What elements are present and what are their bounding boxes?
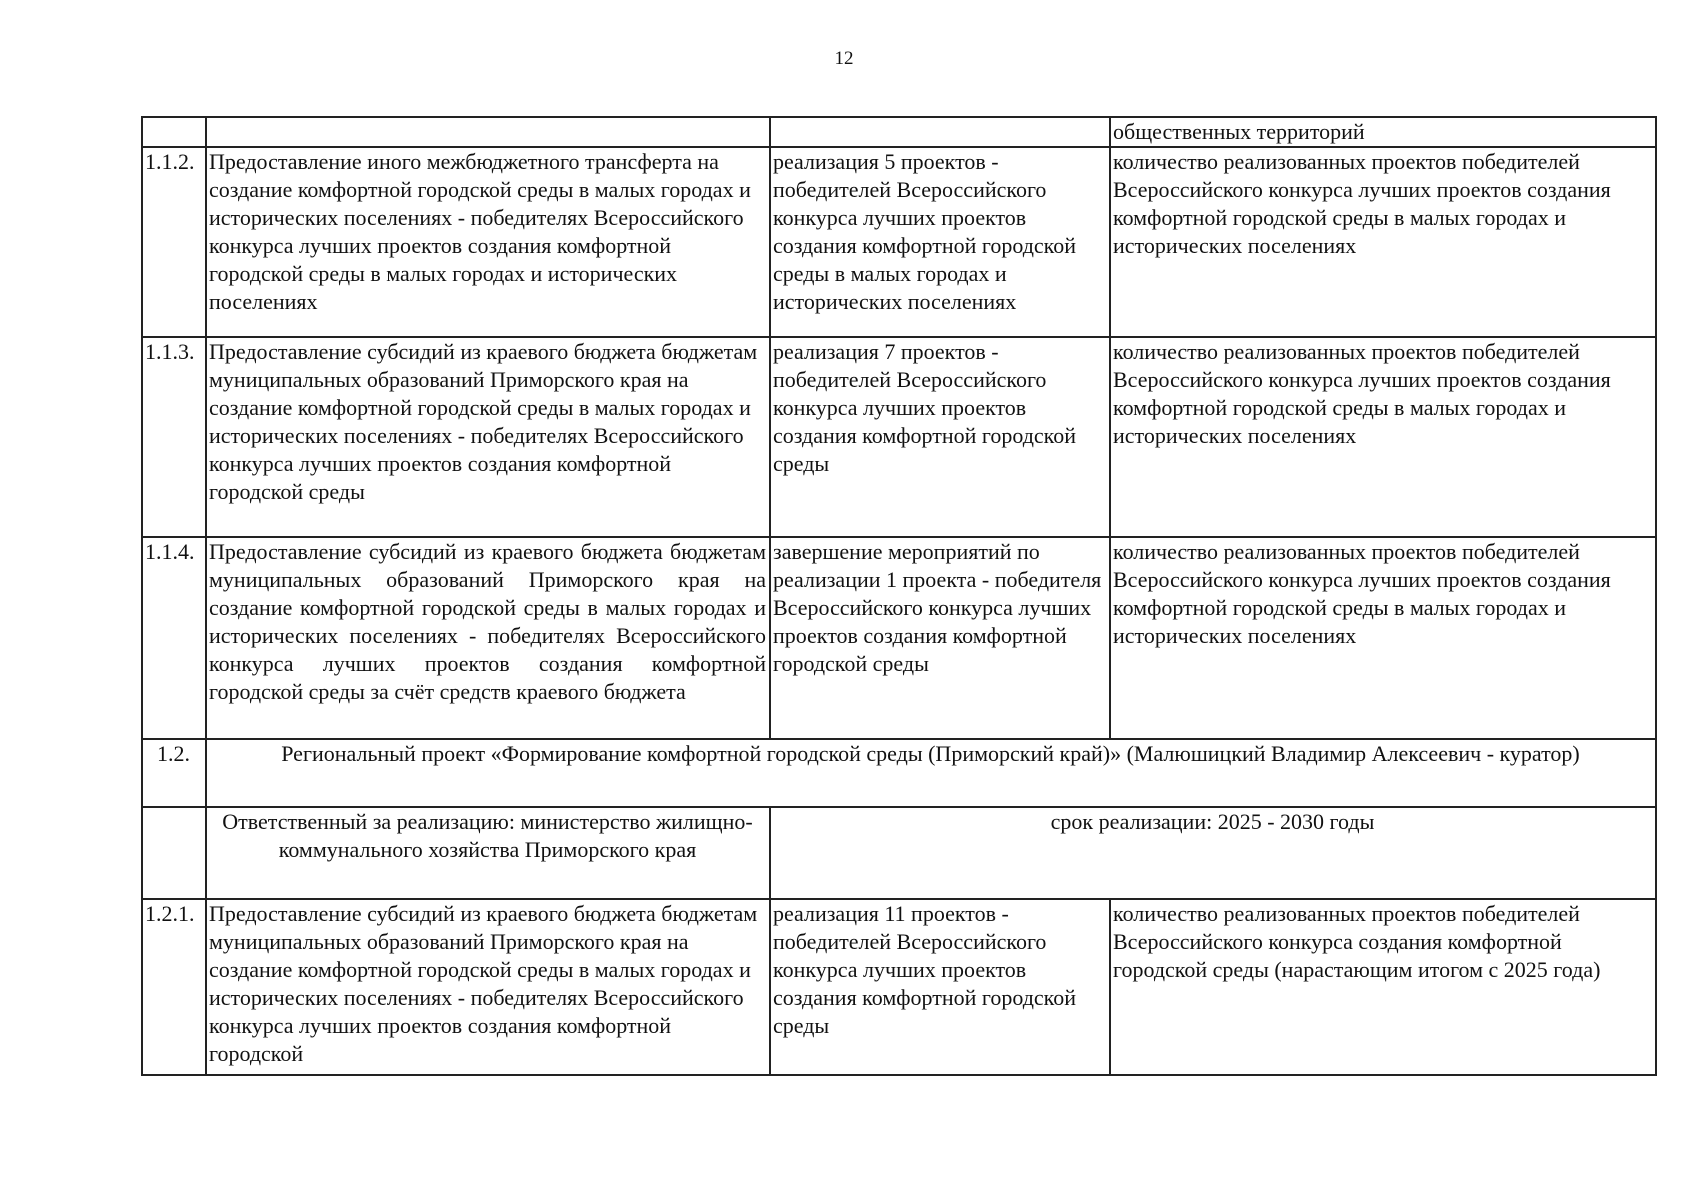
cell-period: срок реализации: 2025 - 2030 годы [770, 807, 1656, 899]
cell-item-number: 1.2. [142, 739, 206, 807]
cell-measure-name: Предоставление субсидий из краевого бюджета бюджетам муниципальных образований Приморского края на создание комфортной городской среды в малых городах и исторических поселениях - победителях Всероссийского конкурса лучших проектов создания комфортной городской среды [206, 337, 770, 537]
cell-num-empty [142, 117, 206, 147]
cell-project-title: Региональный проект «Формирование комфортной городской среды (Приморский край)» (Малюшицкий Владимир Алексеевич - куратор) [206, 739, 1656, 807]
cell-measure-name: Предоставление субсидий из краевого бюджета бюджетам муниципальных образований Приморского края на создание комфортной городской среды в малых городах и исторических поселениях - победителях Всероссийского конкурса лучших проектов создания комфортной городской [206, 899, 770, 1075]
page-number: 12 [834, 48, 854, 69]
measures-table [141, 116, 1657, 1076]
cell-expected-result: реализация 11 проектов - победителей Всероссийского конкурса лучших проектов создания комфортной городской среды [770, 899, 1110, 1075]
cell-item-number: 1.2.1. [142, 899, 206, 1075]
cell-indicator: количество реализованных проектов победителей Всероссийского конкурса лучших проектов создания комфортной городской среды в малых городах и исторических поселениях [1110, 337, 1656, 537]
cell-result-empty [770, 117, 1110, 147]
cell-expected-result: завершение мероприятий по реализации 1 проекта - победителя Всероссийского конкурса лучших проектов создания комфортной городской среды [770, 537, 1110, 739]
cell-name-empty [206, 117, 770, 147]
table-row-1-1-2 [142, 147, 1656, 337]
cell-measure-name: Предоставление иного межбюджетного трансферта на создание комфортной городской среды в малых городах и исторических поселениях - победителях Всероссийского конкурса лучших проектов создания комфортной городской среды в малых городах и исторических поселениях [206, 147, 770, 337]
cell-indicator: количество реализованных проектов победителей Всероссийского конкурса создания комфортной городской среды (нарастающим итогом с 2025 года) [1110, 899, 1656, 1075]
cell-measure-name: Предоставление субсидий из краевого бюджета бюджетам муниципальных образований Приморского края на создание комфортной городской среды в малых городах и исторических поселениях - победителях Всероссийского конкурса лучших проектов создания комфортной городской среды за счёт средств краевого бюджета [206, 537, 770, 739]
table-row-1-1-3 [142, 337, 1656, 537]
cell-expected-result: реализация 5 проектов - победителей Всероссийского конкурса лучших проектов создания комфортной городской среды в малых городах и исторических поселениях [770, 147, 1110, 337]
cell-num-empty [142, 807, 206, 899]
cell-indicator: количество реализованных проектов победителей Всероссийского конкурса лучших проектов создания комфортной городской среды в малых городах и исторических поселениях [1110, 537, 1656, 739]
cell-responsible: Ответственный за реализацию: министерство жилищно-коммунального хозяйства Приморского края [206, 807, 770, 899]
cell-item-number: 1.1.4. [142, 537, 206, 739]
table-row-continuation [142, 117, 1656, 147]
cell-item-number: 1.1.3. [142, 337, 206, 537]
table-row-1-2-1 [142, 899, 1656, 1075]
cell-item-number: 1.1.2. [142, 147, 206, 337]
table-row-responsible [142, 807, 1656, 899]
cell-expected-result: реализация 7 проектов - победителей Всероссийского конкурса лучших проектов создания комфортной городской среды [770, 337, 1110, 537]
cell-indicator: общественных территорий [1110, 117, 1656, 147]
table-row-1-1-4 [142, 537, 1656, 739]
table-row-1-2 [142, 739, 1656, 807]
cell-indicator: количество реализованных проектов победителей Всероссийского конкурса лучших проектов создания комфортной городской среды в малых городах и исторических поселениях [1110, 147, 1656, 337]
